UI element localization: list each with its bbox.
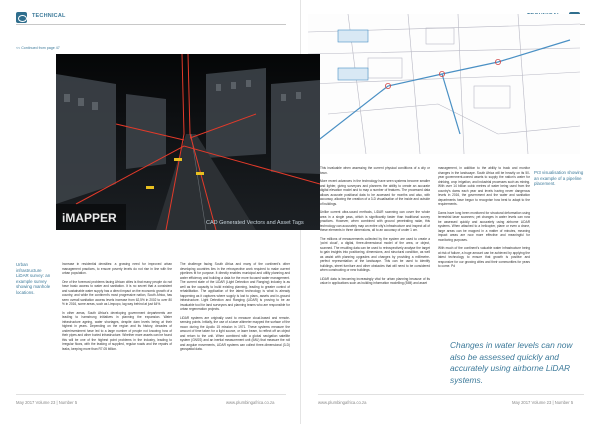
issue-info-left: May 2017 Volume 23 | Number 5 — [16, 400, 78, 405]
overlay-label: CAD Generated Vectors and Asset Tags — [206, 220, 304, 226]
section-label-left: TECHNICAL — [32, 13, 66, 19]
text-column-3 — [320, 166, 430, 290]
figure-caption-right: Pr3 visualisation showing an example of a pipeline placement. — [534, 170, 584, 187]
paragraph: Increase in residential densities: a growing need for improved urban management practices, to ensure poverty levels do not rise in line with the urban population. — [62, 262, 172, 275]
paragraph: More recent advances in the technology have seen systems become smaller and lighter, giving surveyors and planners the ability to create an accurate digital elevation model and to map a number of features. The processed data allows accurate positional data to be accessed for months and also, with accuracy, allowing the creation of a 3-D visualisation of the inside and outside of buildings. — [320, 179, 430, 206]
paragraph: The millions of measurements collected by the system are used to create a 'point cloud', a digital, three-dimensional model of the area, or object, scanned. The resulting data can be used to retrospectively analyse the target to gain insights into positioning, dimensions, and structural condition, as well as assist with planning upgrades and changes by providing a millimetre-perfect representation of the landscape. This can be used to identify buildings, street furniture and other obstacles that will need to be considered when constructing or new buildings. — [320, 236, 430, 272]
paragraph: In other areas, South Africa's developing government departments are leading to hamstrung initiatives in planning the expansion. Water infrastructure ageing, water shortages, despite dam levels being at their highest in years. Depending on the region and its history, decades of underinvestment have led to a large number of people not knowing how of their pipes and other buried infrastructure. Whether more assets can be found this will be one of the highest point problems in the industry, leading to irregular flows, with the leaking of supplied, regular roads and the repairs of leaks, keeping more than R7.05 billion. — [62, 310, 172, 351]
paragraph: LiDAR data is becoming increasingly vital for urban planning because of its value in applications such as building information modelling (BIM) and asset — [320, 276, 430, 285]
paragraph: This invaluable when assessing the current physical conditions of a city or town. — [320, 166, 430, 175]
paragraph: One of the foremost problems facing African cities is that many people do not have basic access to water and sanitation. It is no secret that a consistent and sustainable water supply has a direct impact on the economic growth of a country, and while the continent's most progressive nation, South Africa, has seen overall sanitation access levels increase from 62,5% in 2002 to over 80 % in 2016, some areas, such as Limpopo, lag way behind at just 64%. — [62, 279, 172, 306]
website-link-left[interactable]: www.plumbingafrica.co.za — [226, 400, 275, 405]
magazine-logo-icon — [16, 12, 27, 23]
website-link-right[interactable]: www.plumbingafrica.co.za — [318, 400, 367, 405]
text-column-2 — [180, 262, 290, 356]
paragraph: management, in addition to the ability to track and monitor changes in the landscape. South Africa will be heavily on its 50-year government-owned assets to supply the nation's water for drinking, crop irrigation, and industrial processes such as mining. With over 14 billion cubic metres of water being used from the country's dams each year and levels having never dangerous levels in 2016, the government and the water and sanitation departments have begun to recognise how best to adapt to the requirements. — [438, 166, 530, 206]
paragraph: Dams have long been monitored for structural deformation using terrestrial laser scanners; yet changes in water levels can now be assessed quickly and accurately using airborne LiDAR systems. When attached to a helicopter, plane or even a drone, large areas can be mapped in a matter of minutes, meaning impact areas are now more effective and meaningful for monitoring purposes. — [438, 210, 530, 242]
imapper-logo: iMAPPER — [62, 211, 117, 225]
paragraph: Unlike current ultra-sound methods, LiDAR scanning can cover the whole area in a single pass, which is significantly faster than traditional survey practices. However, when combined with ground penetrating radar, this technology can accurately map an entire city's infrastructure and inspect all of these elements in three dimensions, all to an accuracy of under 1 cm. — [320, 210, 430, 232]
paragraph: With much of the continent's valuable water infrastructure being at risk of failure, a huge amount can be achieved by applying the latest technology to ensure that growth is positive and responsive for our growing cities and their communities for years to come. Pd — [438, 246, 530, 268]
text-column-4 — [438, 166, 530, 273]
issue-info-right: May 2017 Volume 23 | Number 5 — [512, 400, 574, 405]
figure-caption-left: Urban infrastructure LiDAR survey: an example survey showing manhole locations. — [16, 262, 51, 295]
paragraph: The challenge facing South Africa and many of the continent's other developing countries lies in the retrospective work required to make current pipelines fit for purpose. It directly enables municipal and utility planning and water efficiency and building a data for the more focused water management. The current state of the LiDAR (Light Detection and Ranging) industry is as well as the capacity to build existing planning, leading to greater control of rehabilitation. The application of the latest technology is what is already happening as it captures where supply is lost to plans, assets and in-ground infrastructure. Light Detection and Ranging (LiDAR) is proving to be an invaluable tool for land surveyors and planning teams who are responsible for urban regeneration projects. — [180, 262, 290, 311]
footer-divider-right — [318, 394, 584, 395]
footer-divider-left — [16, 394, 286, 395]
lidar-survey-photo — [56, 54, 320, 230]
continued-note[interactable]: << Continued from page 47 — [16, 46, 60, 50]
text-column-1 — [62, 262, 172, 355]
header-divider-left — [16, 24, 286, 25]
paragraph: LiDAR systems are originally used to measure cloud-based and remote-sensing points. Initially, the use of a laser altimeter mapped the surface of the moon during the Apollo 15 mission in 1971. These systems measure the amount of time taken for a light source, or laser beam, to reflect off an object and return to the unit. When combined with a global navigation satellite system (GNSS) and an inertial measurement unit (IMU) that measure the roll and angular movements, LiDAR systems can collect three-dimensional (3-D) geospatial data. — [180, 315, 290, 351]
pull-quote: Changes in water levels can now also be assessed quickly and accurately using airborne LiDAR systems. — [450, 340, 573, 385]
pipeline-map-image — [308, 14, 580, 154]
